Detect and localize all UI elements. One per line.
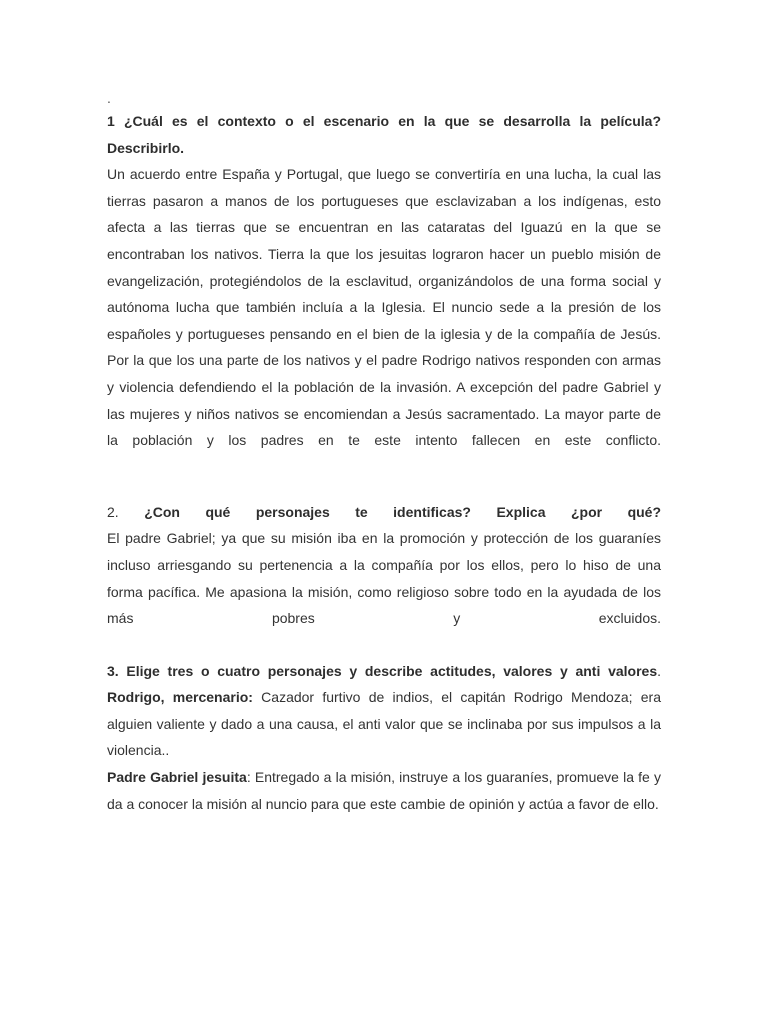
question-1: 1 ¿Cuál es el contexto o el escenario en la que se desarrolla la película? Describirlo. bbox=[107, 113, 661, 156]
question-2 bbox=[107, 499, 661, 526]
question-2-number: 2. bbox=[107, 503, 119, 520]
character-description: Cazador furtivo de indios, el capitán Rodrigo Mendoza; era alguien valiente y dado a una causa, el anti valor que se inclinaba por sus impulsos a la violencia.. bbox=[107, 689, 661, 759]
answer-2: El padre Gabriel; ya que su misión iba en la promoción y protección de los guaraníes incluso arriesgando su pertenencia a la compañía por los ellos, pero lo hiso de una forma pacífica. Me apasiona la misión, como religioso sobre todo en la ayudada de los más pobres y excluidos. bbox=[107, 530, 661, 627]
question-3 bbox=[107, 658, 661, 685]
character-description: : Entregado a la misión, instruye a los guaraníes, promueve la fe y da a conocer la misión al nuncio para que este cambie de opinión y actúa a favor de ello. bbox=[107, 769, 661, 812]
question-3-end: . bbox=[657, 662, 661, 679]
answer-1: Un acuerdo entre España y Portugal, que luego se convertiría en una lucha, la cual las tierras pasaron a manos de los portugueses que esclavizaban a los indígenas, esto afecta a las tierras que se encuentran en las cataratas del Iguazú en la que se encontraban los nativos. Tierra la que los jesuitas lograron hacer un pueblo misión de evangelización, protegiéndolos de la esclavitud, organizándolos de una forma social y autónoma lucha que también incluía a la Iglesia. El nuncio sede a la presión de los españoles y portugueses pensando en el bien de la iglesia y de la compañía de Jesús. Por la que los una parte de los nativos y el padre Rodrigo nativos responden con armas y violencia defendiendo el la población de la invasión. A excepción del padre Gabriel y las mujeres y niños nativos se encomiendan a Jesús sacramentado. La mayor parte de la población y los padres en te este intento fallecen en este conflicto. bbox=[107, 166, 661, 449]
question-3-text: 3. Elige tres o cuatro personajes y describe actitudes, valores y anti valores bbox=[107, 662, 658, 679]
leading-mark: . bbox=[107, 90, 111, 106]
character-gabriel bbox=[107, 764, 661, 817]
document-body bbox=[107, 88, 661, 817]
question-2-text: ¿Con qué personajes te identificas? Explica ¿por qué? bbox=[144, 503, 662, 520]
character-name: Padre Gabriel jesuita bbox=[107, 769, 247, 786]
section-spacer bbox=[107, 454, 661, 499]
character-rodrigo bbox=[107, 684, 661, 764]
character-name: Rodrigo, mercenario: bbox=[107, 689, 253, 706]
section-spacer bbox=[107, 632, 661, 658]
